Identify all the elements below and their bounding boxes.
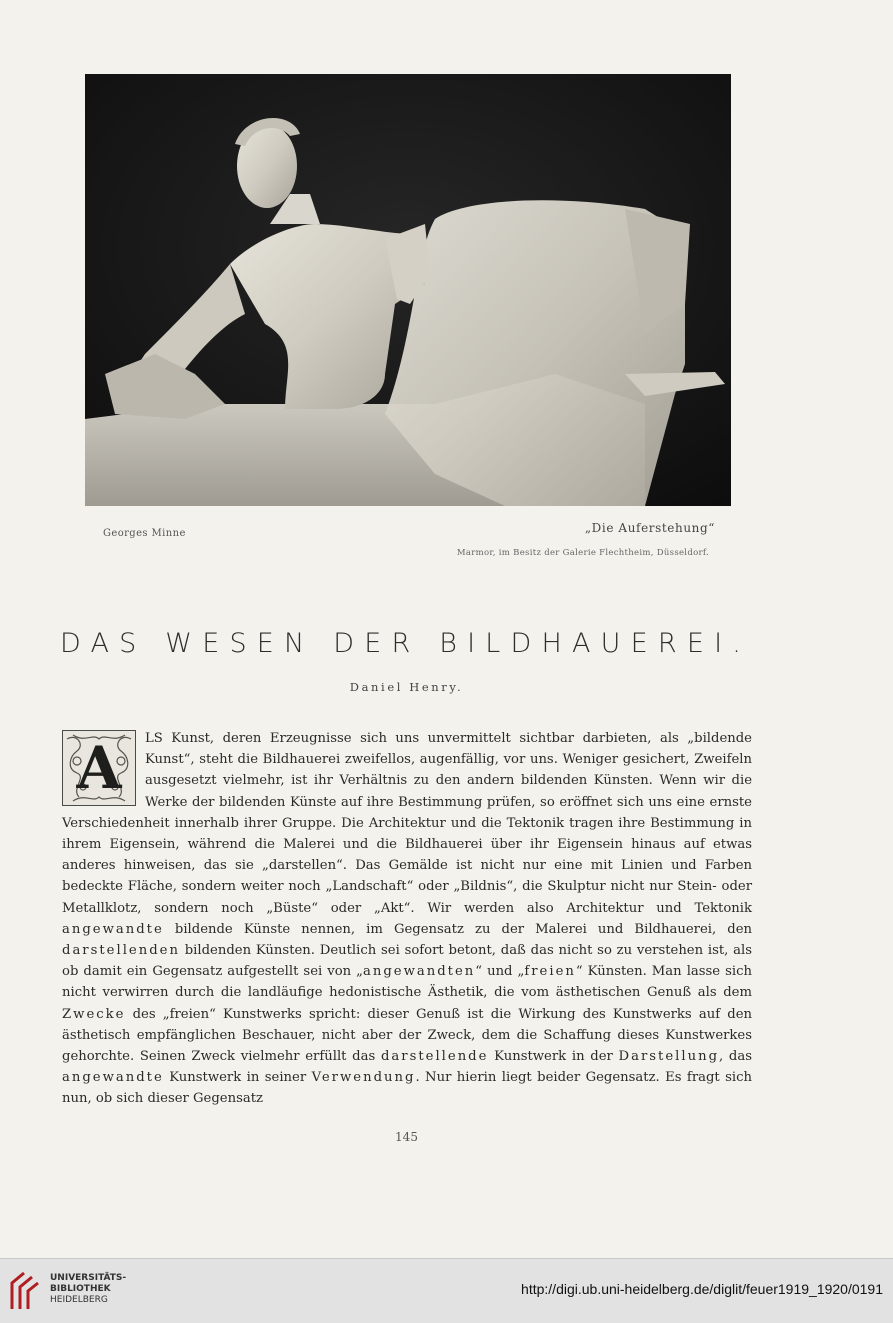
university-library-logo-icon[interactable] <box>8 1269 42 1313</box>
decorated-initial <box>62 730 136 806</box>
caption-provenance: Marmor, im Besitz der Galerie Flechtheim, Düsseldorf. <box>456 548 709 558</box>
university-library-name[interactable]: UNIVERSITÄTS- BIBLIOTHEK HEIDELBERG <box>50 1273 127 1305</box>
initial-letter: A <box>76 734 122 802</box>
article-body <box>62 728 752 1110</box>
sculpture-photograph <box>85 74 731 506</box>
article-author: Daniel Henry. <box>349 680 464 694</box>
viewer-footer <box>0 1258 893 1323</box>
caption-title: „Die Auferstehung“ <box>584 521 715 535</box>
caption-artist: Georges Minne <box>103 528 186 539</box>
sculpture-image <box>85 74 731 506</box>
permalink-url[interactable]: http://digi.ub.uni-heidelberg.de/diglit/feuer1919_1920/0191 <box>521 1281 883 1297</box>
article-paragraph: LS Kunst, deren Erzeugnisse sich uns unvermittelt sichtbar darbieten, als „bildende Kunst“, steht die Bildhauerei zweifellos, augenfällig, vor uns. Weniger gesichert, Zweifeln ausgesetzt vielmehr, ist ihr Verhältnis zu den andern bildenden Künsten. Wenn wir die Werke der bildenden Künste auf ihre Bestimmung prüfen, so eröffnet sich uns eine ernste Verschiedenheit innerhalb ihrer Gruppe. Die Architektur und die Tektonik tragen ihre Bestimmung in ihrem Eigensein, während die Malerei und die Bildhauerei über ihr Eigensein hinaus auf etwas anderes hinweisen, das sie „darstellen“. Das Gemälde ist nicht nur eine mit Linien und Farben bedeckte Fläche, sondern weiter noch „Landschaft“ oder „Bildnis“, die Skulptur nicht nur Stein- oder Metallklotz, sondern noch „Büste“ oder „Akt“. Wir werden also Architektur und Tektonik angewandte bildende Künste nennen, im Gegensatz zu der Malerei und Bildhauerei, den darstellenden bildenden Künsten. Deutlich sei sofort betont, daß das nicht so zu verstehen ist, als ob damit ein Gegensatz aufgestellt sei von „angewandten“ und „freien“ Künsten. Man lasse sich nicht verwirren durch die landläufige hedonistische Ästhetik, die vom ästhetischen Genuß als dem Zwecke des „freien“ Kunstwerks spricht: dieser Genuß ist die Wirkung des Kunstwerks auf den ästhetisch empfänglichen Beschauer, nicht aber der Zweck, dem die Schaffung dieses Kunstwerkes gehorchte. Seinen Zweck vielmehr erfüllt das darstellende Kunstwerk in der Darstellung, das angewandte Kunstwerk in seiner Verwendung. Nur hierin liegt beider Gegensatz. Es fragt sich nun, ob sich dieser Gegensatz <box>62 731 753 1107</box>
article-title: DAS WESEN DER BILDHAUEREI. <box>60 628 752 659</box>
page-number: 145 <box>395 1130 418 1144</box>
